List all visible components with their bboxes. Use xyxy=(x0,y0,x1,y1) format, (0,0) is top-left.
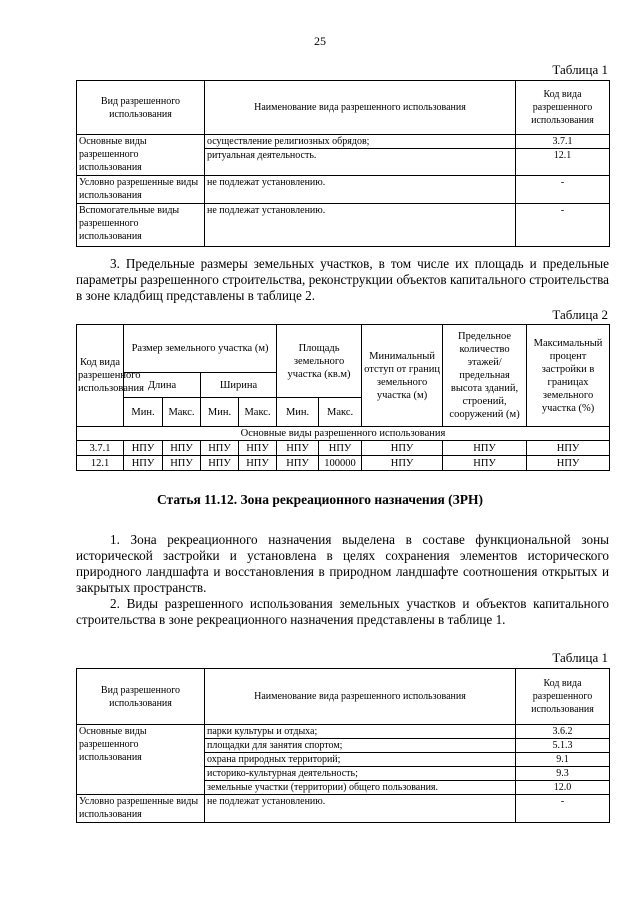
table2-cell: 12.1 xyxy=(77,456,124,471)
table2-header-percent: Максимальный процент застройки в границах земельного участка (%) xyxy=(527,325,610,427)
table1b-row-name: парки культуры и отдыха; xyxy=(205,725,516,739)
table1a-row-name: осуществление религиозных обрядов; xyxy=(205,135,516,149)
table1a-row-name: не подлежат установлению. xyxy=(205,204,516,247)
table2-cell: НПУ xyxy=(124,456,163,471)
table1b-caption: Таблица 1 xyxy=(552,650,608,665)
table1b-row-name: земельные участки (территории) общего пользования. xyxy=(205,781,516,795)
table1a-row-code: - xyxy=(516,176,610,204)
table2-caption: Таблица 2 xyxy=(552,307,608,322)
table1b-row-code: 5.1.3 xyxy=(516,739,610,753)
table2-cell: НПУ xyxy=(239,441,277,456)
table2-header-max: Макс. xyxy=(239,398,277,427)
table1b-row-name: охрана природных территорий; xyxy=(205,753,516,767)
table1b-row-code: 12.0 xyxy=(516,781,610,795)
table1a xyxy=(76,80,610,247)
table2-cell: 3.7.1 xyxy=(77,441,124,456)
table1a-group-label: Вспомогательные виды разрешенного использования xyxy=(77,204,205,247)
table1b xyxy=(76,668,610,823)
article-paragraphs xyxy=(76,532,609,628)
table1a-row-name: ритуальная деятельность. xyxy=(205,149,516,176)
table2-header-min: Мин. xyxy=(201,398,239,427)
article-heading: Статья 11.12. Зона рекреационного назначения (ЗРН) xyxy=(156,492,484,507)
table1a-row-code: 3.7.1 xyxy=(516,135,610,149)
table1a-group-label: Основные виды разрешенного использования xyxy=(77,135,205,176)
table2-cell: НПУ xyxy=(277,441,319,456)
table2-header-max: Макс. xyxy=(163,398,201,427)
table1b-header-kind: Вид разрешенного использования xyxy=(77,669,205,725)
paragraph-2: 2. Виды разрешенного использования земельных участков и объектов капитального строительства в зоне рекреационного назначения представлены в таблице 1. xyxy=(76,596,609,627)
table2-cell: НПУ xyxy=(124,441,163,456)
table2-cell: НПУ xyxy=(163,456,201,471)
table2-cell: НПУ xyxy=(201,441,239,456)
paragraph-3 xyxy=(76,256,609,304)
table2-cell: НПУ xyxy=(362,456,443,471)
table2-header-max: Макс. xyxy=(319,398,362,427)
table1a-header-code: Код вида разрешенного использования xyxy=(516,81,610,135)
table1b-row-code: 9.1 xyxy=(516,753,610,767)
table2-section: Основные виды разрешенного использования xyxy=(77,427,610,441)
table2-cell: НПУ xyxy=(319,441,362,456)
table2-header-length: Длина xyxy=(124,373,201,398)
table1b-header-code: Код вида разрешенного использования xyxy=(516,669,610,725)
table1a-row-code: 12.1 xyxy=(516,149,610,176)
table2-header-area: Площадь земельного участка (кв.м) xyxy=(277,325,362,398)
table1a-header-name: Наименование вида разрешенного использования xyxy=(205,81,516,135)
table1b-header-name: Наименование вида разрешенного использования xyxy=(205,669,516,725)
table2-header-min: Мин. xyxy=(124,398,163,427)
table2-cell: НПУ xyxy=(362,441,443,456)
table2-header-code: Код вида разрешенного использования xyxy=(77,325,124,427)
table2-cell: НПУ xyxy=(277,456,319,471)
table2-cell: НПУ xyxy=(443,456,527,471)
table2 xyxy=(76,324,610,471)
table1b-row-name: историко-культурная деятельность; xyxy=(205,767,516,781)
table2-cell: НПУ xyxy=(163,441,201,456)
table1a-row-name: не подлежат установлению. xyxy=(205,176,516,204)
table1b-row-code: - xyxy=(516,795,610,823)
table2-header-floors: Предельное количество этажей/ предельная высота зданий, строений, сооружений (м) xyxy=(443,325,527,427)
table2-cell: НПУ xyxy=(443,441,527,456)
table2-cell: НПУ xyxy=(201,456,239,471)
table1a-caption: Таблица 1 xyxy=(552,62,608,77)
table1b-row-code: 9.3 xyxy=(516,767,610,781)
page-number: 25 xyxy=(314,34,326,48)
table2-cell: НПУ xyxy=(239,456,277,471)
table2-header-setback: Минимальный отступ от границ земельного участка (м) xyxy=(362,325,443,427)
table2-row xyxy=(77,456,610,471)
table1b-row-name: площадки для занятия спортом; xyxy=(205,739,516,753)
table1a-header-kind: Вид разрешенного использования xyxy=(77,81,205,135)
table2-cell: НПУ xyxy=(527,441,610,456)
table1a-group-label: Условно разрешенные виды использования xyxy=(77,176,205,204)
table1a-row-code: - xyxy=(516,204,610,247)
table2-row xyxy=(77,441,610,456)
table1b-row-name: не подлежат установлению. xyxy=(205,795,516,823)
paragraph-1: 1. Зона рекреационного назначения выделена в составе функциональной зоны исторической застройки и установлена в целях сохранения элементов исторического природного ландшафта и восстановления в природном ландшафте соотношения открытых и закрытых пространств. xyxy=(76,532,609,595)
table2-header-size: Размер земельного участка (м) xyxy=(124,325,277,373)
table2-cell: 100000 xyxy=(319,456,362,471)
table2-header-width: Ширина xyxy=(201,373,277,398)
table2-cell: НПУ xyxy=(527,456,610,471)
table1b-group-label: Основные виды разрешенного использования xyxy=(77,725,205,795)
paragraph-3-text: 3. Предельные размеры земельных участков, в том числе их площадь и предельные параметры разрешенного строительства, реконструкции объектов капитального строительства в зоне кладбищ представлены в таблице 2. xyxy=(76,256,609,303)
table1b-row-code: 3.6.2 xyxy=(516,725,610,739)
table2-header-min: Мин. xyxy=(277,398,319,427)
table1b-group-label: Условно разрешенные виды использования xyxy=(77,795,205,823)
